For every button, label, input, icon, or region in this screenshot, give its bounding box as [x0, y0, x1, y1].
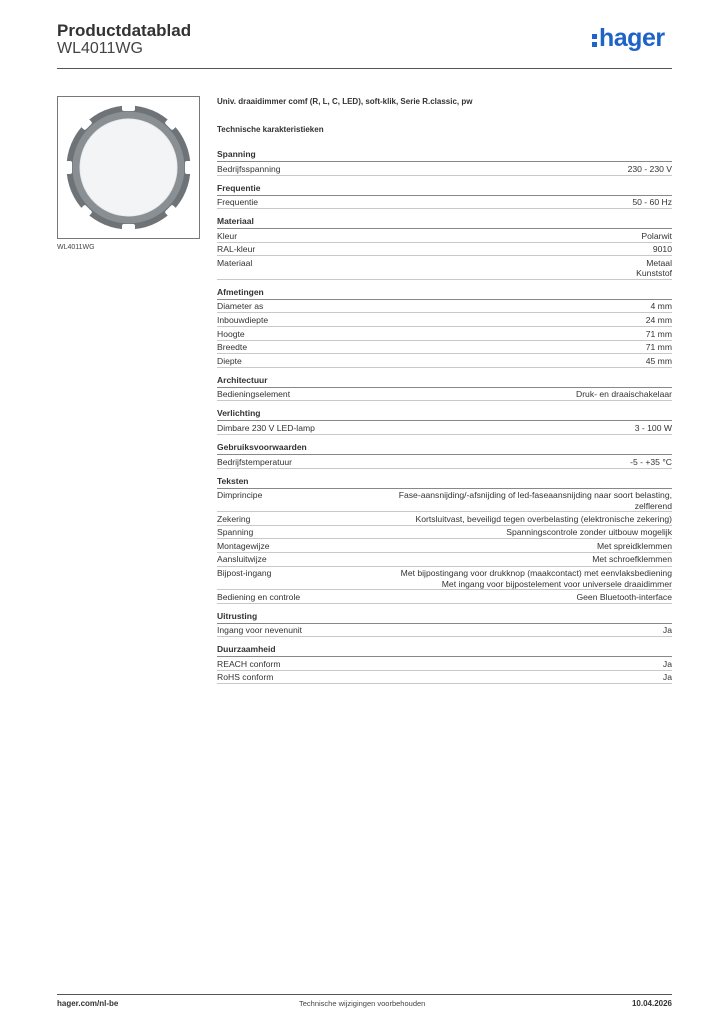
spec-content — [217, 96, 672, 690]
logo-text: hager — [599, 24, 665, 52]
spec-value: Met bijpostingang voor drukknop (maakcontact) met eenvlaksbediening Met ingang voor bijpostelement voor universele draaidimmer — [400, 568, 672, 589]
product-description: Univ. draaidimmer comf (R, L, C, LED), soft-klik, Serie R.classic, pw — [217, 97, 473, 106]
spec-row — [217, 313, 672, 327]
spec-row — [217, 539, 672, 553]
section-title: Verlichting — [217, 407, 672, 421]
image-caption: WL4011WG — [57, 244, 95, 251]
spec-section — [217, 182, 672, 210]
spec-row — [217, 455, 672, 469]
spec-row — [217, 489, 672, 513]
spec-value: Ja — [662, 625, 672, 636]
spec-value: 3 - 100 W — [634, 422, 672, 433]
spec-row — [217, 327, 672, 341]
section-title: Gebruiksvoorwaarden — [217, 441, 672, 455]
hager-logo — [592, 26, 665, 51]
spec-value: Fase-aansnijding/-afsnijding of led-faseaansnijding naar soort belasting, zelflerend — [398, 490, 672, 511]
section-title: Frequentie — [217, 182, 672, 196]
logo-dots-icon — [592, 31, 597, 47]
dimmer-mounting-frame-icon — [58, 97, 199, 238]
spec-row — [217, 256, 672, 280]
spec-row — [217, 526, 672, 540]
spec-label: Hoogte — [217, 328, 245, 339]
spec-label: Montagewijze — [217, 540, 270, 551]
spec-row — [217, 341, 672, 355]
spec-value: Met spreidklemmen — [597, 540, 672, 551]
spec-label: Ingang voor nevenunit — [217, 625, 303, 636]
spec-value: 9010 — [652, 244, 672, 255]
spec-section — [217, 374, 672, 402]
spec-row — [217, 354, 672, 368]
spec-label: Bijpost-ingang — [217, 568, 272, 578]
spec-label: Dimbare 230 V LED-lamp — [217, 422, 315, 433]
spec-value: Polarwit — [641, 230, 672, 241]
spec-row — [217, 300, 672, 314]
section-title: Spanning — [217, 148, 672, 162]
spec-label: Bedrijfstemperatuur — [217, 456, 292, 467]
section-title: Duurzaamheid — [217, 643, 672, 657]
spec-value: -5 - +35 °C — [630, 456, 672, 467]
spec-value: Ja — [662, 672, 672, 683]
spec-row — [217, 243, 672, 257]
section-title: Teksten — [217, 475, 672, 489]
spec-value: Druk- en draaischakelaar — [575, 389, 672, 400]
spec-row — [217, 657, 672, 671]
spec-label: Zekering — [217, 513, 251, 524]
spec-label: Bedrijfsspanning — [217, 163, 281, 174]
spec-value: 4 mm — [650, 301, 672, 312]
spec-label: Kleur — [217, 230, 238, 241]
spec-label: Diepte — [217, 355, 242, 366]
spec-row — [217, 590, 672, 604]
spec-subheading: Technische karakteristieken — [217, 125, 324, 134]
spec-value: Metaal Kunststof — [636, 257, 672, 279]
spec-value: 24 mm — [645, 314, 672, 325]
spec-row — [217, 196, 672, 210]
spec-section — [217, 148, 672, 176]
spec-row — [217, 421, 672, 435]
spec-section — [217, 441, 672, 469]
footer-date: 10.04.2026 — [631, 999, 672, 1008]
section-title: Materiaal — [217, 215, 672, 229]
spec-value: Ja — [662, 658, 672, 669]
spec-label: Spanning — [217, 527, 254, 538]
header-divider — [57, 68, 672, 69]
spec-row — [217, 162, 672, 176]
spec-label: Aansluitwijze — [217, 554, 267, 565]
spec-label: Materiaal — [217, 257, 253, 268]
spec-row — [217, 229, 672, 243]
section-title: Uitrusting — [217, 610, 672, 624]
spec-label: Inbouwdiepte — [217, 314, 269, 325]
footer-disclaimer: Technische wijzigingen voorbehouden — [299, 999, 426, 1008]
spec-value: 230 - 230 V — [627, 163, 672, 174]
spec-row — [217, 624, 672, 638]
spec-value: 45 mm — [645, 355, 672, 366]
product-code: WL4011WG — [57, 40, 143, 57]
spec-row — [217, 512, 672, 526]
spec-section — [217, 475, 672, 604]
spec-value: Spanningscontrole zonder uitbouw mogelijk — [506, 527, 672, 538]
spec-label: REACH conform — [217, 658, 281, 669]
spec-label: Diameter as — [217, 301, 264, 312]
spec-value: Geen Bluetooth-interface — [576, 591, 672, 602]
spec-label: Bediening en controle — [217, 591, 301, 602]
spec-value: 50 - 60 Hz — [632, 197, 672, 208]
spec-label: RoHS conform — [217, 672, 274, 683]
spec-section — [217, 286, 672, 368]
section-title: Architectuur — [217, 374, 672, 388]
spec-value: Kortsluitvast, beveiligd tegen overbelasting (elektronische zekering) — [415, 513, 672, 524]
spec-value: 71 mm — [645, 342, 672, 353]
spec-label: Breedte — [217, 342, 248, 353]
spec-value: Met schroefklemmen — [592, 554, 672, 565]
spec-section — [217, 610, 672, 638]
spec-row — [217, 671, 672, 685]
product-image — [57, 96, 200, 239]
spec-section — [217, 215, 672, 280]
footer-website: hager.com/nl-be — [57, 999, 119, 1008]
spec-row — [217, 553, 672, 567]
page-title: Productdatablad — [57, 21, 192, 40]
spec-section — [217, 407, 672, 435]
spec-section — [217, 643, 672, 684]
spec-label: Frequentie — [217, 197, 259, 208]
spec-sections — [217, 148, 672, 684]
spec-row — [217, 388, 672, 402]
footer-divider — [57, 994, 672, 995]
spec-row — [217, 567, 672, 591]
spec-value: 71 mm — [645, 328, 672, 339]
spec-label: Bedieningselement — [217, 389, 291, 400]
spec-label: RAL-kleur — [217, 244, 256, 255]
section-title: Afmetingen — [217, 286, 672, 300]
spec-label: Dimprincipe — [217, 490, 263, 501]
